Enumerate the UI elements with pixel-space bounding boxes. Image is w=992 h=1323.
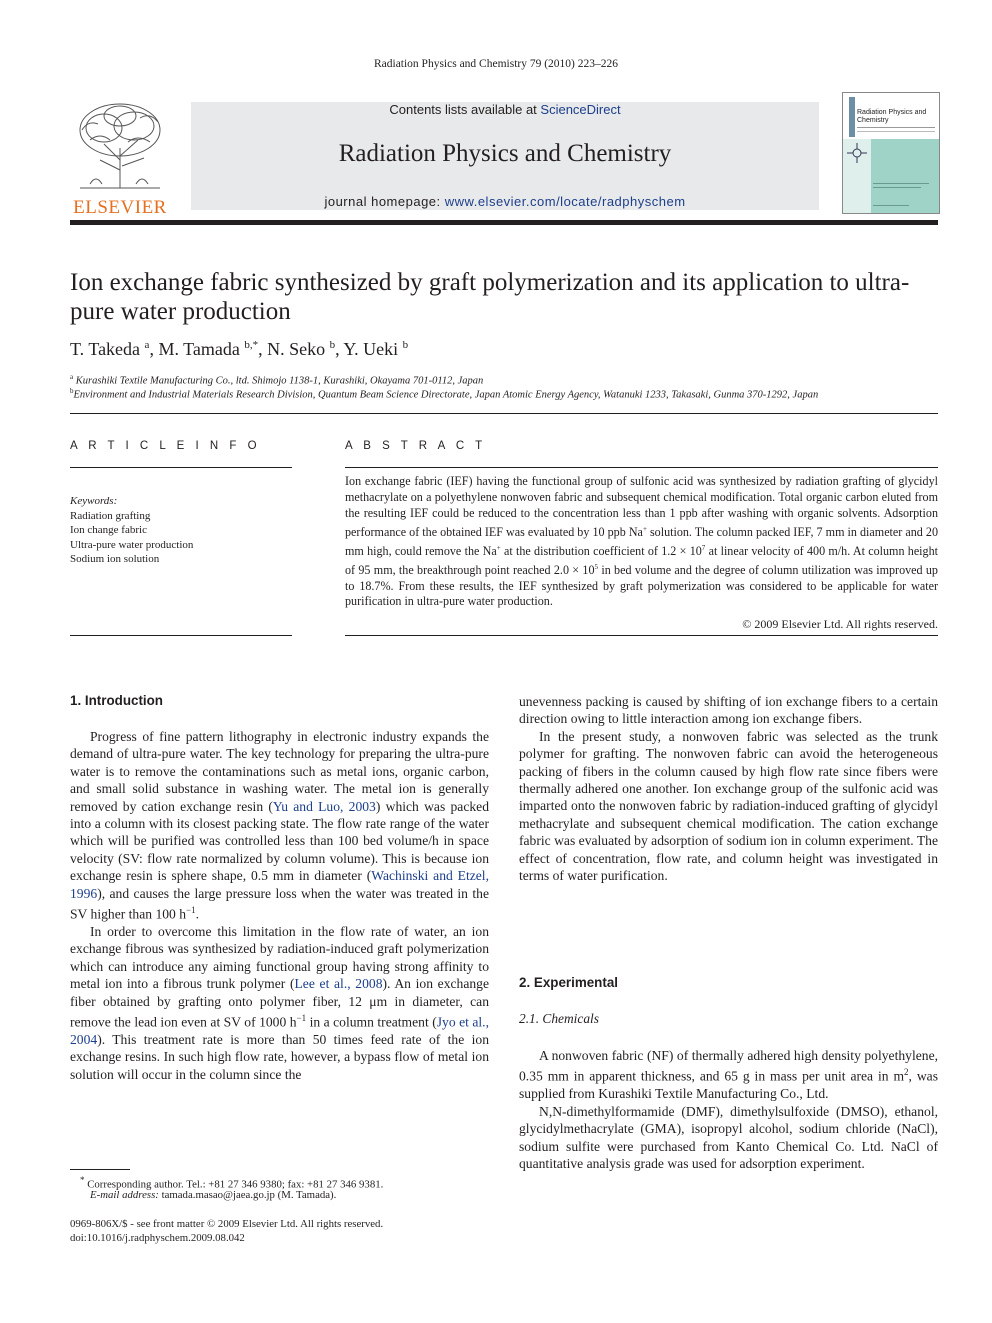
doi-line[interactable]: doi:10.1016/j.radphyschem.2009.08.042 [70, 1232, 245, 1244]
author-affil-mark: a [144, 339, 150, 351]
article-info-rule [70, 467, 292, 468]
journal-title: Radiation Physics and Chemistry [338, 140, 672, 167]
abstract-segment: solution. The column packed IEF, 7 mm in diameter and 20 mm high, could remove the Na [345, 524, 938, 558]
affiliation [70, 373, 938, 387]
left-column [70, 728, 489, 1083]
paragraph: N,N-dimethylformamide (DMF), dimethylsulfoxide (DMSO), ethanol, glycidylmethacrylate (GMA), isopropyl alcohol, sodium chloride (NaCl), sodium sulfite were purchased from Kanto Chemical Co. Ltd. NaCl of quantitative analysis grade was used for adsorption experiment. [519, 1103, 938, 1171]
article-title: Ion exchange fabric synthesized by graft polymerization and its application to ultra-pure water production [70, 269, 910, 325]
abstract-segment: at linear velocity of 400 m/h. At column height of 95 mm, the breakthrough point reached 2.0 × 10 [345, 543, 938, 577]
keyword: Ion change fabric [70, 524, 147, 536]
sciencedirect-link[interactable]: ScienceDirect [540, 102, 621, 117]
citation-link[interactable]: Lee et al., 2008 [294, 976, 383, 992]
paragraph: unevenness packing is caused by shifting of ion exchange fibers to a certain direction owing to little interaction among ion exchange fibers. [519, 694, 938, 727]
keywords-block [70, 494, 292, 567]
subsection-heading-chemicals: 2.1. Chemicals [519, 1011, 599, 1026]
citation-link[interactable]: Yu and Luo, 2003 [272, 798, 376, 814]
elsevier-logo[interactable] [70, 100, 170, 218]
masthead-rule [70, 220, 938, 225]
author [343, 339, 408, 359]
right-column-experimental [519, 1047, 938, 1172]
homepage-line [191, 194, 819, 209]
footnote-mark: * [80, 1175, 85, 1185]
author [267, 339, 343, 359]
front-matter-footer [70, 1217, 490, 1245]
footnote-text: Corresponding author. Tel.: +81 27 346 9380; fax: +81 27 346 9381. [84, 1178, 384, 1191]
author-separator: , [258, 339, 268, 359]
affiliation-text: Kurashiki Textile Manufacturing Co., ltd. Shimojo 1138-1, Kurashiki, Okayama 701-0112, Japan [75, 375, 484, 387]
paragraph [70, 728, 489, 923]
affiliation-mark: b [70, 387, 74, 395]
text-segment: . [195, 906, 200, 922]
keyword: Sodium ion solution [70, 553, 160, 565]
publisher-wordmark: ELSEVIER [73, 197, 167, 218]
abstract-bottom-rule [345, 635, 938, 636]
abstract-heading: A B S T R A C T [345, 440, 487, 452]
running-header: Radiation Physics and Chemistry 79 (2010) 223–226 [373, 58, 619, 70]
contents-prefix: Contents lists available at [389, 102, 541, 117]
keywords-label: Keywords: [70, 495, 118, 507]
keyword: Radiation grafting [70, 509, 151, 522]
homepage-prefix: journal homepage: [324, 194, 445, 209]
author-affil-mark: b,* [244, 339, 259, 351]
journal-cover-thumbnail[interactable] [842, 92, 940, 214]
right-column [519, 693, 938, 884]
superscript: 5 [594, 562, 599, 571]
superscript: 7 [701, 543, 706, 552]
text-segment: ). An ion exchange fiber obtained by grafting onto polymer fiber, 12 μm in diameter, can remove the lead ion even at SV of 1000 h [70, 976, 489, 1030]
author-name: T. Takeda [70, 339, 141, 359]
citation-link[interactable]: Wachinski and Etzel, 1996 [70, 868, 489, 901]
author-separator: , [149, 339, 159, 359]
homepage-link[interactable]: www.elsevier.com/locate/radphyschem [444, 194, 686, 209]
text-segment: In order to overcome this limitation in the flow rate of water, an ion exchange fibrous was synthesized by radiation-induced graft polymerization which can introduce any aiming functional group having strong affinity to metal ion into a fibrous trunk polymer ( [70, 924, 489, 992]
paragraph [519, 1047, 938, 1103]
citation-link[interactable]: Jyo et al., 2004 [70, 1014, 489, 1047]
contents-line [191, 102, 819, 117]
author-separator: , [335, 339, 344, 359]
superscript: −1 [186, 905, 196, 916]
author [70, 339, 158, 359]
abstract-text [345, 474, 938, 610]
text-segment: , was supplied from Kurashiki Textile Manufacturing Co., Ltd. [519, 1068, 938, 1102]
paragraph [70, 923, 489, 1083]
email-label: E-mail address: [90, 1189, 159, 1201]
superscript: + [642, 524, 647, 533]
author [158, 339, 267, 359]
article-info-heading: A R T I C L E I N F O [70, 440, 261, 452]
abstract-segment: Ion exchange fabric (IEF) having the functional group of sulfonic acid was synthesized by radiation grafting of glycidyl methacrylate on a polyethylene nonwoven fabric and subsequent chemical modification. Total organic carbon eluted from the resulting IEF could be reduced to the concentration less than 1 ppb after washing with organic solvents. Adsorption performance of the obtained IEF was evaluated by 10 ppb Na [345, 474, 938, 539]
issn-line: 0969-806X/$ - see front matter © 2009 Elsevier Ltd. All rights reserved. [70, 1218, 384, 1230]
cover-molecule-icon [845, 141, 869, 165]
text-segment: ) which was packed into a column with its closest packing state. The flow rate range of the water which will be purified was controlled less than 100 bed volume/h in space velocity (SV: flow rate normalized by column volume). This is because ion exchange resin is sphere shape, 0.5 mm in diameter ( [70, 798, 489, 884]
affiliation-rule [70, 413, 938, 414]
abstract-rule [345, 467, 938, 468]
section-heading-introduction: 1. Introduction [70, 693, 163, 708]
superscript: −1 [296, 1013, 307, 1024]
author-list [70, 339, 938, 360]
superscript: 2 [904, 1067, 909, 1078]
email-note [70, 1189, 510, 1201]
superscript: + [496, 543, 501, 552]
text-segment: ), and causes the large pressure loss when the water was treated in the SV higher than 100 h [70, 885, 489, 922]
affiliation-mark: a [70, 373, 74, 381]
article-info-bottom-rule [70, 635, 292, 636]
section-heading-experimental: 2. Experimental [519, 975, 618, 990]
cover-title: Radiation Physics and Chemistry [857, 109, 927, 124]
abstract-segment: at the distribution coefficient of 1.2 × 10 [500, 543, 702, 558]
affiliation [70, 387, 938, 401]
keyword: Ultra-pure water production [70, 538, 194, 551]
author-name: N. Seko [267, 339, 326, 359]
text-segment: A nonwoven fabric (NF) of thermally adhered high density polyethylene, 0.35 mm in apparent thickness, and 65 g in mass per unit area in m [519, 1048, 938, 1084]
author-affil-mark: b [402, 339, 409, 351]
text-segment: ). This treatment rate is more than 50 times feed rate of the ion exchange resins. In such high flow rate, however, a bypass flow of metal ion solution will occur in the column since the [70, 1031, 489, 1082]
abstract-segment: in bed volume and the degree of column utilization was improved up to 18.7%. From these results, the IEF synthesized by graft polymerization was considered to be applicable for water purification in ultra-pure water production. [345, 562, 938, 609]
text-segment: in a column treatment ( [306, 1014, 437, 1030]
email-address[interactable]: tamada.masao@jaea.go.jp (M. Tamada). [158, 1189, 337, 1201]
paragraph: In the present study, a nonwoven fabric was selected as the trunk polymer for grafting. The nonwoven fabric can avoid the heterogeneous packing of fibers in the column caused by high flow rate since fibers were thermally adhered one another. Ion exchange group of the sulfonic acid was imparted onto the nonwoven fabric by radiation-induced grafting of glycidyl methacrylate and subsequent chemical modification. The cation exchange fabric was evaluated by adsorption of sodium ion in column experiment. The effect of concentration, flow rate, and column height was investigated in terms of water purification. [519, 728, 938, 884]
author-name: Y. Ueki [343, 339, 399, 359]
abstract-copyright: © 2009 Elsevier Ltd. All rights reserved. [742, 617, 938, 631]
affiliation-text: Environment and Industrial Materials Research Division, Quantum Beam Science Directorate, Japan Atomic Energy Agency, Watanuki 1233, Takasaki, Gunma 370-1292, Japan [73, 389, 819, 401]
text-segment: Progress of fine pattern lithography in electronic industry expands the demand of ultra-pure water. The key technology for preparing the ultra-pure water is to remove the contaminations such as metal ions, organic carbon, and small solid substance in washing water. The metal ion is generally removed by cation exchange resin ( [70, 729, 489, 814]
author-affil-mark: b [329, 339, 336, 351]
footnote-rule [70, 1169, 130, 1170]
elsevier-tree-icon [70, 100, 170, 192]
author-name: M. Tamada [158, 339, 240, 359]
